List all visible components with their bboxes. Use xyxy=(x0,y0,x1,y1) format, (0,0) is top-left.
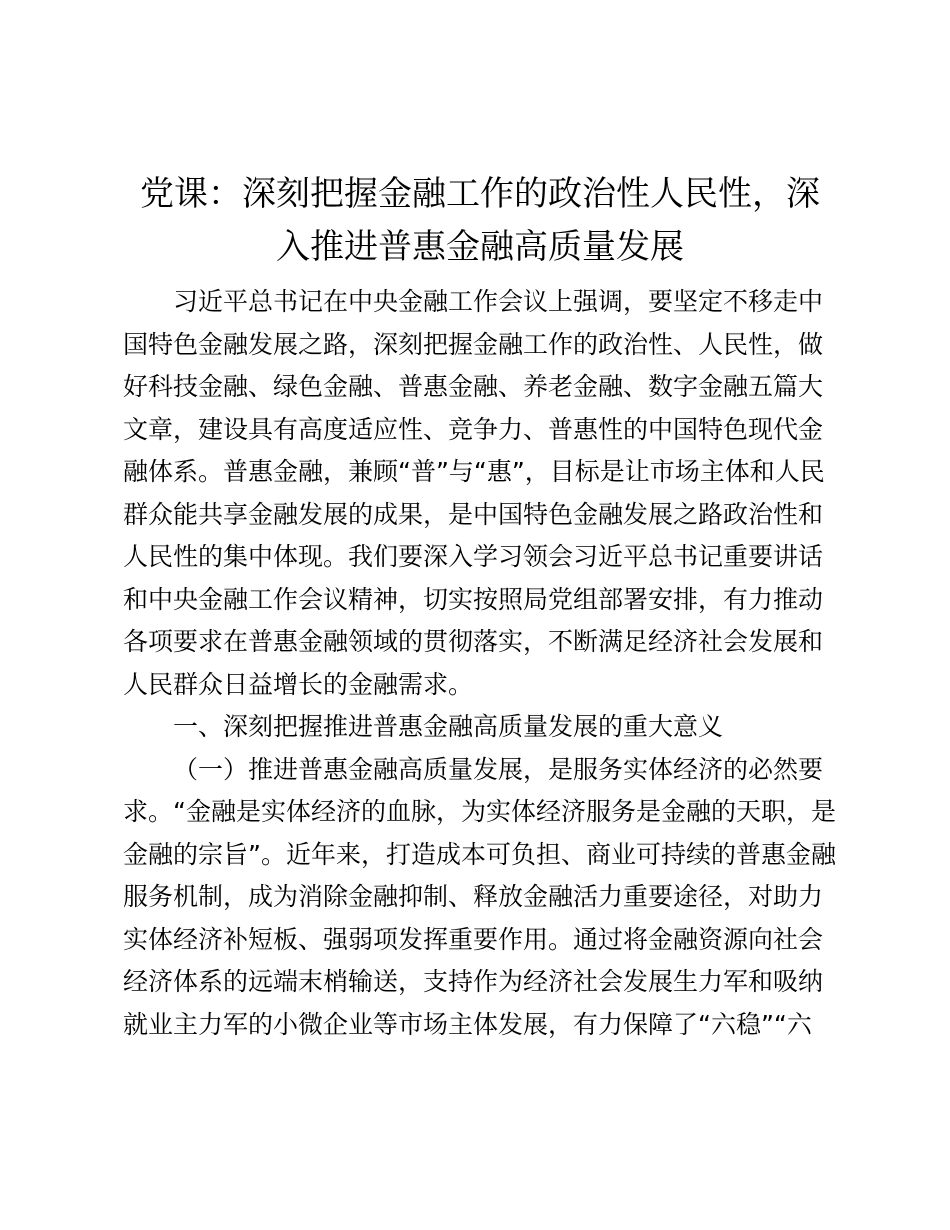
section-heading: 一、深刻把握推进普惠金融高质量发展的重大意义 xyxy=(173,712,724,741)
paragraph-line: 人民群众日益增长的金融需求。 xyxy=(123,669,474,699)
paragraph-line: 融体系。普惠金融，兼顾“普”与“惠”，目标是让市场主体和人民 xyxy=(123,457,825,486)
title-line: 党课：深刻把握金融工作的政治性人民性，深 xyxy=(140,174,820,214)
paragraph-line: 好科技金融、绿色金融、普惠金融、养老金融、数字金融五篇大 xyxy=(123,372,824,401)
paragraph-line: 文章，建设具有高度适应性、竞争力、普惠性的中国特色现代金 xyxy=(123,414,824,444)
paragraph-line: 和中央金融工作会议精神，切实按照局党组部署安排，有力推动 xyxy=(123,584,824,614)
paragraph-line: 经济体系的远端末梢输送，支持作为经济社会发展生力军和吸纳 xyxy=(123,967,824,996)
paragraph-first-line: 习近平总书记在中央金融工作会议上强调，要坚定不移走中 xyxy=(173,287,824,316)
paragraph-line: 金融的宗旨”。近年来，打造成本可负担、商业可持续的普惠金融 xyxy=(123,839,836,869)
paragraph-line: 求。“金融是实体经济的血脉，为实体经济服务是金融的天职，是 xyxy=(123,797,836,826)
document-title xyxy=(120,168,840,274)
paragraph-line: 就业主力军的小微企业等市场主体发展，有力保障了“六稳”“六 xyxy=(123,1009,812,1039)
paragraph-line: 群众能共享金融发展的成果，是中国特色金融发展之路政治性和 xyxy=(123,499,824,529)
subsection-first-line: （一）推进普惠金融高质量发展，是服务实体经济的必然要 xyxy=(173,754,824,784)
paragraph-line: 各项要求在普惠金融领域的贯彻落实，不断满足经济社会发展和 xyxy=(123,627,824,656)
paragraph-line: 实体经济补短板、强弱项发挥重要作用。通过将金融资源向社会 xyxy=(123,924,824,954)
title-line: 入推进普惠金融高质量发展 xyxy=(276,227,684,267)
paragraph-line: 人民性的集中体现。我们要深入学习领会习近平总书记重要讲话 xyxy=(123,542,824,571)
paragraph-line: 国特色金融发展之路，深刻把握金融工作的政治性、人民性，做 xyxy=(123,329,824,359)
paragraph-line: 服务机制，成为消除金融抑制、释放金融活力重要途径，对助力 xyxy=(123,882,824,911)
document-body xyxy=(123,281,838,1046)
